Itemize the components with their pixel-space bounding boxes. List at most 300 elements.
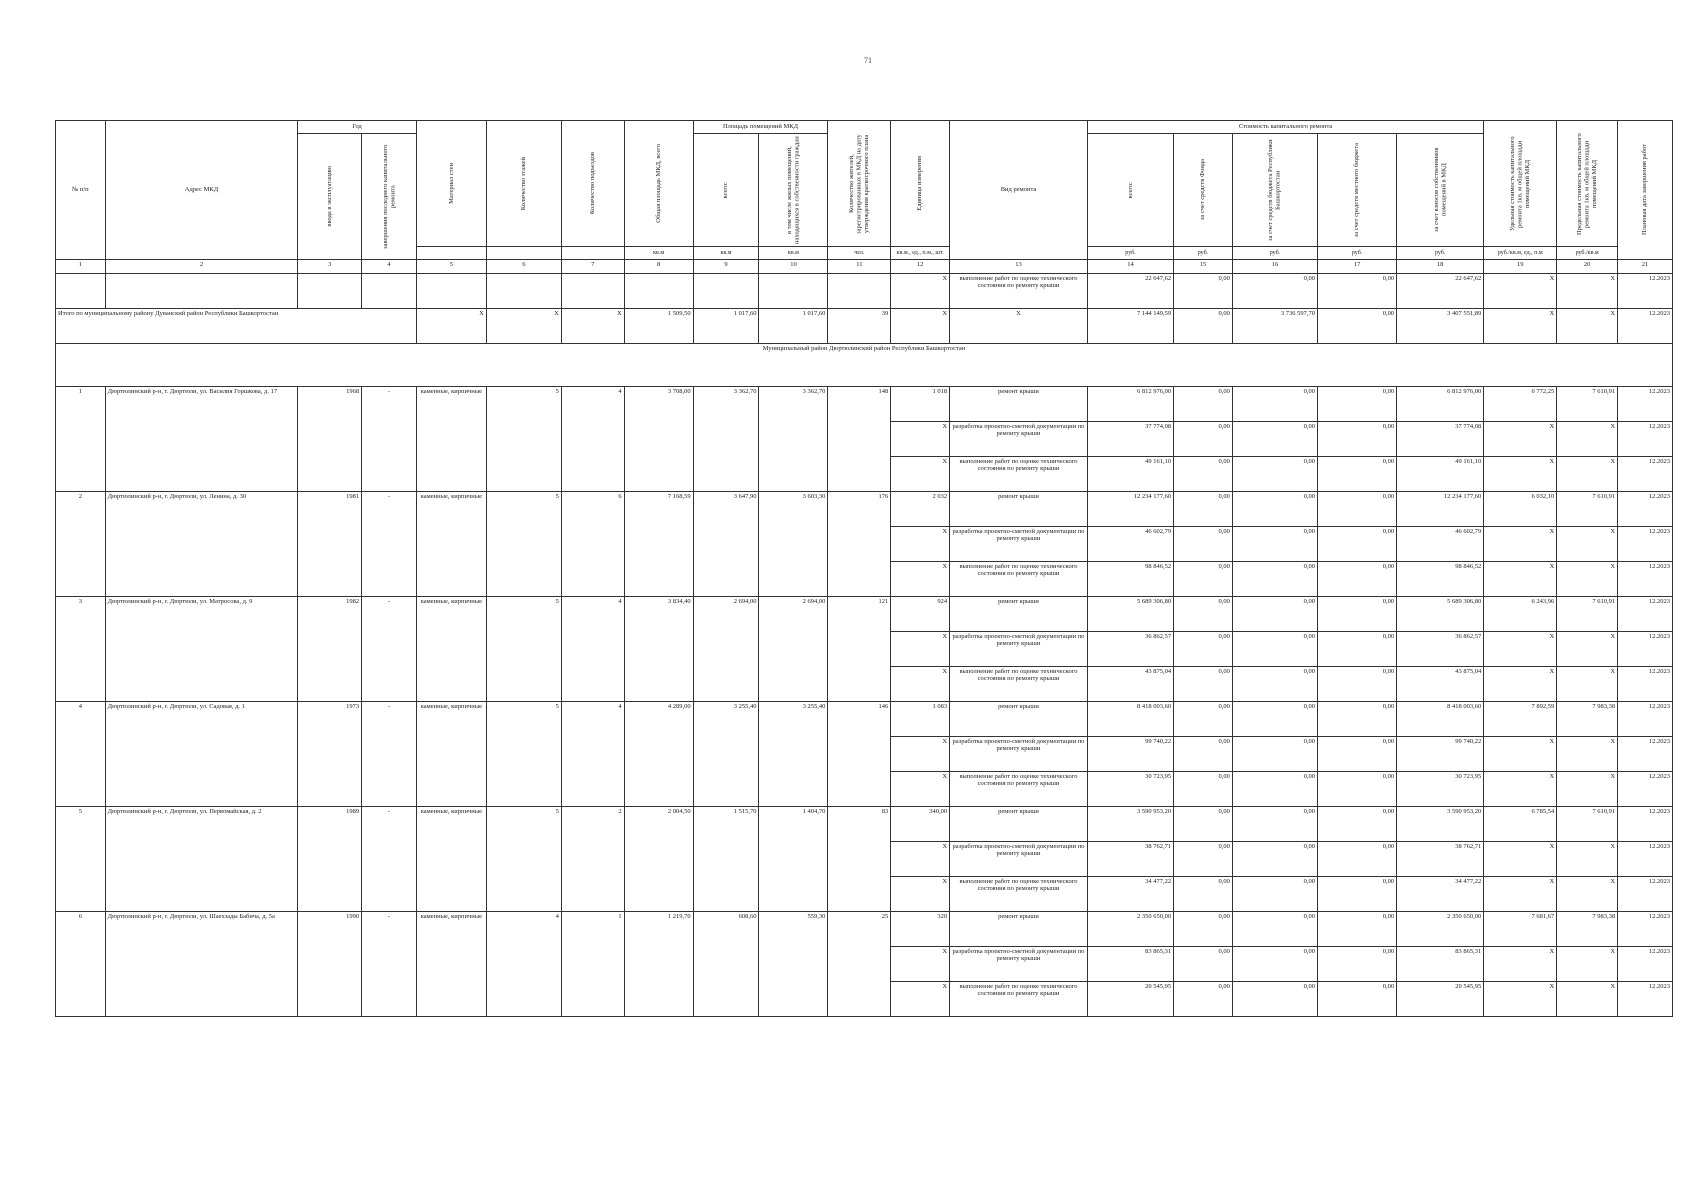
cell-owners: 2 350 650,00	[1397, 912, 1484, 947]
cell-local: 0,00	[1318, 387, 1397, 422]
cell-limit: X	[1557, 842, 1618, 877]
cell-owners: 37 774,08	[1397, 422, 1484, 457]
cell-date: 12.2023	[1618, 457, 1673, 492]
cell-fund: 0,00	[1174, 387, 1233, 422]
cell-owners: 12 234 177,60	[1397, 492, 1484, 527]
cell-limit: X	[1557, 457, 1618, 492]
cell-fund: 0,00	[1174, 597, 1233, 632]
cell-owners: 5 689 306,80	[1397, 597, 1484, 632]
cell-address: Дюртюлинский р-н, г. Дюртюли, ул. Садовая, д. 1	[105, 702, 298, 807]
column-index: 4	[362, 260, 417, 274]
header-limit-cost: Предельная стоимость капитального ремонта 1кв. м общей площади помещений МКД	[1557, 121, 1618, 247]
cell-local: 0,00	[1318, 492, 1397, 527]
cell-no: 2	[56, 492, 106, 597]
cell-specific: X	[1484, 842, 1557, 877]
table-row	[56, 597, 1673, 632]
cell-owners: 8 418 003,60	[1397, 702, 1484, 737]
cell-limit: X	[1557, 422, 1618, 457]
cell-specific: X	[1484, 274, 1557, 309]
cell-republic: 0,00	[1232, 842, 1317, 877]
table-row	[56, 912, 1673, 947]
cell-total-area: 1 509,50	[624, 309, 693, 344]
cell-limit: X	[1557, 947, 1618, 982]
column-index: 11	[828, 260, 891, 274]
header-cost-republic: за счет средств бюджета Республики Башкортостан	[1232, 134, 1317, 247]
cell-fund: 0,00	[1174, 807, 1233, 842]
cell-local: 0,00	[1318, 807, 1397, 842]
cell-fund: 0,00	[1174, 562, 1233, 597]
cell-limit: 7 610,91	[1557, 597, 1618, 632]
cell-floors: 5	[486, 597, 561, 702]
cell-fund: 0,00	[1174, 912, 1233, 947]
cell-repair-type: разработка проектно-сметной документации по ремонту крыши	[950, 947, 1088, 982]
cell-local: 0,00	[1318, 982, 1397, 1017]
cell-repair-type: выполнение работ по оценке технического состояния по ремонту крыши	[950, 772, 1088, 807]
cell-year-built: 1989	[298, 807, 362, 912]
cell-unit: X	[891, 527, 950, 562]
header-year-built: ввода в эксплуатацию	[298, 134, 362, 260]
cell-date: 12.2023	[1618, 702, 1673, 737]
cell-area-owned: 1 017,60	[759, 309, 828, 344]
cell-year-built: 1968	[298, 387, 362, 492]
cell-total: 49 161,10	[1087, 457, 1173, 492]
cell-owners: 3 590 953,20	[1397, 807, 1484, 842]
cell-owners: 98 846,52	[1397, 562, 1484, 597]
cell-total-area: 7 168,59	[624, 492, 693, 597]
cell-date: 12.2023	[1618, 309, 1673, 344]
unit-cell: кв.м	[693, 247, 759, 260]
header-cost-total: всего:	[1087, 134, 1173, 247]
cell-address: Дюртюлинский р-н, г. Дюртюли, ул. Матросова, д. 9	[105, 597, 298, 702]
cell-total: 98 846,52	[1087, 562, 1173, 597]
header-year-repair: завершения последнего капитального ремонта	[362, 134, 417, 260]
cell-owners: 38 762,71	[1397, 842, 1484, 877]
cell-date: 12.2023	[1618, 597, 1673, 632]
cell-repair-type: ремонт крыши	[950, 702, 1088, 737]
cell-specific: X	[1484, 947, 1557, 982]
cell-limit: X	[1557, 562, 1618, 597]
cell-total: 37 774,08	[1087, 422, 1173, 457]
cell-floors: 5	[486, 807, 561, 912]
cell-total: 20 545,95	[1087, 982, 1173, 1017]
cell-total-area: 1 219,70	[624, 912, 693, 1017]
cell-unit: X	[891, 562, 950, 597]
cell-republic: 0,00	[1232, 737, 1317, 772]
cell-local: 0,00	[1318, 562, 1397, 597]
cell-unit: X	[891, 737, 950, 772]
cell-entrances: 4	[561, 702, 624, 807]
cell-total: 3 590 953,20	[1087, 807, 1173, 842]
cell-residents: 83	[828, 807, 891, 912]
cell-republic: 0,00	[1232, 422, 1317, 457]
cell-specific: 7 892,59	[1484, 702, 1557, 737]
table-row	[56, 492, 1673, 527]
cell-date: 12.2023	[1618, 772, 1673, 807]
cell-year-repair: -	[362, 702, 417, 807]
unit-cell	[416, 247, 486, 260]
cell-total: 83 865,31	[1087, 947, 1173, 982]
cell-repair-type: ремонт крыши	[950, 597, 1088, 632]
cell-residents: 39	[828, 309, 891, 344]
cell-specific: X	[1484, 877, 1557, 912]
cell-date: 12.2023	[1618, 492, 1673, 527]
cell-entrances: 4	[561, 387, 624, 492]
cell-residents: 25	[828, 912, 891, 1017]
cell-year-repair: -	[362, 807, 417, 912]
cell-walls: каменные, кирпичные	[416, 702, 486, 807]
cell-republic: 0,00	[1232, 877, 1317, 912]
cell-walls: каменные, кирпичные	[416, 387, 486, 492]
cell-specific: 6 032,10	[1484, 492, 1557, 527]
cell-owners: 43 875,04	[1397, 667, 1484, 702]
unit-cell: руб.	[1397, 247, 1484, 260]
cell-fund: 0,00	[1174, 947, 1233, 982]
column-index: 16	[1232, 260, 1317, 274]
cell-limit: X	[1557, 527, 1618, 562]
cell-specific: X	[1484, 309, 1557, 344]
header-cost-fund: за счет средств Фонда	[1174, 134, 1233, 247]
unit-cell: руб.	[1232, 247, 1317, 260]
cell-local: 0,00	[1318, 309, 1397, 344]
cell-total: 5 689 306,80	[1087, 597, 1173, 632]
cell-specific: X	[1484, 527, 1557, 562]
cell-total: 7 144 149,59	[1087, 309, 1173, 344]
cell-total: 6 812 976,00	[1087, 387, 1173, 422]
cell-no: 1	[56, 387, 106, 492]
header-floors: Количество этажей	[486, 121, 561, 247]
cell-residents: 146	[828, 702, 891, 807]
cell-total-area: 4 289,00	[624, 702, 693, 807]
unit-cell: руб.	[1318, 247, 1397, 260]
cell-republic: 0,00	[1232, 632, 1317, 667]
cell-local: 0,00	[1318, 274, 1397, 309]
cell-date: 12.2023	[1618, 562, 1673, 597]
column-index: 18	[1397, 260, 1484, 274]
table-header	[56, 121, 1673, 274]
cell-local: 0,00	[1318, 772, 1397, 807]
cell-repair-type: X	[950, 309, 1088, 344]
cell-total: 36 862,57	[1087, 632, 1173, 667]
cell-area-all: 1 017,60	[693, 309, 759, 344]
cell-year-repair: -	[362, 597, 417, 702]
cell-total: 99 740,22	[1087, 737, 1173, 772]
cell-floors: 5	[486, 492, 561, 597]
cell-area-owned: 559,30	[759, 912, 828, 1017]
cell-fund: 0,00	[1174, 667, 1233, 702]
column-index: 9	[693, 260, 759, 274]
cell-limit: X	[1557, 737, 1618, 772]
cell-area-owned: 1 404,70	[759, 807, 828, 912]
cell-year-repair: -	[362, 492, 417, 597]
header-no: № п/п	[56, 121, 106, 260]
unit-cell: кв.м	[624, 247, 693, 260]
cell-date: 12.2023	[1618, 842, 1673, 877]
cell-address: Дюртюлинский р-н, г. Дюртюли, ул. Первомайская, д. 2	[105, 807, 298, 912]
cell-local: 0,00	[1318, 422, 1397, 457]
column-index: 20	[1557, 260, 1618, 274]
cell-fund: 0,00	[1174, 309, 1233, 344]
cell-local: 0,00	[1318, 737, 1397, 772]
cell-specific: X	[1484, 422, 1557, 457]
cell-date: 12.2023	[1618, 982, 1673, 1017]
cell-owners: 36 862,57	[1397, 632, 1484, 667]
cell-unit: X	[891, 982, 950, 1017]
cell-republic: 0,00	[1232, 562, 1317, 597]
cell-area-owned: 3 603,30	[759, 492, 828, 597]
cell-area-owned: 3 255,40	[759, 702, 828, 807]
cell-unit: X	[891, 274, 950, 309]
cell-date: 12.2023	[1618, 422, 1673, 457]
cell-repair-type: разработка проектно-сметной документации по ремонту крыши	[950, 422, 1088, 457]
cell-owners: 34 477,22	[1397, 877, 1484, 912]
cell-total: 22 647,62	[1087, 274, 1173, 309]
cell-date: 12.2023	[1618, 527, 1673, 562]
cell-republic: 0,00	[1232, 702, 1317, 737]
cell-limit: 7 610,91	[1557, 387, 1618, 422]
cell-fund: 0,00	[1174, 982, 1233, 1017]
header-specific-cost: Удельная стоимость капитального ремонта 1кв. м общей площади помещений МКД	[1484, 121, 1557, 247]
cell-no: 5	[56, 807, 106, 912]
cell-unit: 1 083	[891, 702, 950, 737]
cell-fund: 0,00	[1174, 632, 1233, 667]
cell-total-area: 3 708,00	[624, 387, 693, 492]
cell-limit: 7 610,91	[1557, 807, 1618, 842]
cell-owners: 49 161,10	[1397, 457, 1484, 492]
header-deadline: Плановая дата завершения работ	[1618, 121, 1673, 260]
cell-total: 43 875,04	[1087, 667, 1173, 702]
capital-repair-table	[55, 120, 1673, 1017]
cell-limit: 7 983,38	[1557, 912, 1618, 947]
cell-area-all: 608,60	[693, 912, 759, 1017]
cell-total: 12 234 177,60	[1087, 492, 1173, 527]
cell-address: Дюртюлинский р-н, г. Дюртюли, ул. Шаехзады Бабича, д. 5а	[105, 912, 298, 1017]
cell-specific: X	[1484, 562, 1557, 597]
header-unit: Единица измерения	[891, 121, 950, 247]
cell-entrances: 4	[561, 597, 624, 702]
cell-fund: 0,00	[1174, 457, 1233, 492]
cell-year-built: 1981	[298, 492, 362, 597]
cell-repair-type: выполнение работ по оценке технического состояния по ремонту крыши	[950, 457, 1088, 492]
cell-owners: 99 740,22	[1397, 737, 1484, 772]
cell-total-area: 2 004,50	[624, 807, 693, 912]
column-index: 1	[56, 260, 106, 274]
cell-fund: 0,00	[1174, 422, 1233, 457]
cell-total: 34 477,22	[1087, 877, 1173, 912]
cell-local: 0,00	[1318, 702, 1397, 737]
cell-entrances: X	[561, 309, 624, 344]
unit-cell	[486, 247, 561, 260]
cell-unit: X	[891, 632, 950, 667]
cell-limit: 7 610,91	[1557, 492, 1618, 527]
cell-total-area: 3 834,40	[624, 597, 693, 702]
column-index: 14	[1087, 260, 1173, 274]
header-total-area: Общая площадь МКД, всего	[624, 121, 693, 247]
cell-unit: X	[891, 772, 950, 807]
cell-area-all: 1 515,70	[693, 807, 759, 912]
cell-specific: X	[1484, 457, 1557, 492]
cell-total: 2 350 650,00	[1087, 912, 1173, 947]
cell-local: 0,00	[1318, 877, 1397, 912]
cell-specific: X	[1484, 772, 1557, 807]
cell-unit: 320	[891, 912, 950, 947]
cell-date: 12.2023	[1618, 912, 1673, 947]
column-index: 21	[1618, 260, 1673, 274]
cell-fund: 0,00	[1174, 702, 1233, 737]
cell-floors: 5	[486, 702, 561, 807]
cell-residents: 148	[828, 387, 891, 492]
cell-year-built: 1982	[298, 597, 362, 702]
header-repair-type: Вид ремонта	[950, 121, 1088, 260]
cell-walls: каменные, кирпичные	[416, 492, 486, 597]
table-row	[56, 387, 1673, 422]
cell-unit: X	[891, 667, 950, 702]
cell-republic: 0,00	[1232, 527, 1317, 562]
cell-residents: 121	[828, 597, 891, 702]
cell-owners: 83 865,31	[1397, 947, 1484, 982]
cell-republic: 0,00	[1232, 387, 1317, 422]
section-title: Муниципальный район Дюртюлинский район Республики Башкортостан	[56, 344, 1673, 387]
cell-total: 46 602,79	[1087, 527, 1173, 562]
cell-repair-type: ремонт крыши	[950, 492, 1088, 527]
column-index: 5	[416, 260, 486, 274]
cell-local: 0,00	[1318, 527, 1397, 562]
unit-cell: руб.	[1087, 247, 1173, 260]
cell-republic: 0,00	[1232, 807, 1317, 842]
cell-unit: X	[891, 947, 950, 982]
cell-repair-type: разработка проектно-сметной документации по ремонту крыши	[950, 737, 1088, 772]
cell-address: Дюртюлинский р-н, г. Дюртюли, ул. Василия Горшкова, д. 17	[105, 387, 298, 492]
cell-republic: 0,00	[1232, 667, 1317, 702]
header-cost-owners: за счет взносов собственников помещений в МКД	[1397, 134, 1484, 247]
unit-cell: чел.	[828, 247, 891, 260]
cell-repair-type: выполнение работ по оценке технического состояния по ремонту крыши	[950, 982, 1088, 1017]
unit-cell	[561, 247, 624, 260]
cell-unit: X	[891, 877, 950, 912]
table-row	[56, 274, 1673, 309]
cell-date: 12.2023	[1618, 807, 1673, 842]
unit-cell: кв.м	[759, 247, 828, 260]
cell-local: 0,00	[1318, 597, 1397, 632]
unit-cell: кв.м., ед., п.м., шт.	[891, 247, 950, 260]
cell-specific: 7 681,67	[1484, 912, 1557, 947]
cell-year-built: 1990	[298, 912, 362, 1017]
cell-repair-type: разработка проектно-сметной документации по ремонту крыши	[950, 842, 1088, 877]
cell-owners: 46 602,79	[1397, 527, 1484, 562]
cell-area-all: 2 694,00	[693, 597, 759, 702]
header-area-all: всего:	[693, 134, 759, 247]
cell-limit: X	[1557, 772, 1618, 807]
cell-no: 6	[56, 912, 106, 1017]
cell-walls: каменные, кирпичные	[416, 807, 486, 912]
cell-repair-type: ремонт крыши	[950, 387, 1088, 422]
column-index: 7	[561, 260, 624, 274]
cell-specific: X	[1484, 982, 1557, 1017]
cell-residents: 176	[828, 492, 891, 597]
cell-specific: 6 772,25	[1484, 387, 1557, 422]
cell-date: 12.2023	[1618, 947, 1673, 982]
cell-date: 12.2023	[1618, 632, 1673, 667]
cell-republic: 0,00	[1232, 772, 1317, 807]
cell-floors: X	[486, 309, 561, 344]
column-index: 6	[486, 260, 561, 274]
cell-fund: 0,00	[1174, 274, 1233, 309]
header-residents: Количество жителей, зарегистрированных в МКД на дату утверждения краткосрочного плана	[828, 121, 891, 247]
cell-fund: 0,00	[1174, 527, 1233, 562]
cell-area-all: 3 647,90	[693, 492, 759, 597]
cell-local: 0,00	[1318, 667, 1397, 702]
cell-walls: X	[416, 309, 486, 344]
cell-repair-type: ремонт крыши	[950, 807, 1088, 842]
cell-date: 12.2023	[1618, 274, 1673, 309]
cell-unit: X	[891, 457, 950, 492]
cell-specific: 6 785,54	[1484, 807, 1557, 842]
cell-owners: 20 545,95	[1397, 982, 1484, 1017]
cell-limit: X	[1557, 632, 1618, 667]
header-entrances: Количество подъездов	[561, 121, 624, 247]
header-group-area: Площадь помещений МКД	[693, 121, 828, 134]
cell-floors: 5	[486, 387, 561, 492]
cell-address: Дюртюлинский р-н, г. Дюртюли, ул. Ленина, д. 30	[105, 492, 298, 597]
cell-repair-type: выполнение работ по оценке технического состояния по ремонту крыши	[950, 667, 1088, 702]
unit-cell: руб.	[1174, 247, 1233, 260]
cell-repair-type: выполнение работ по оценке технического состояния по ремонту крыши	[950, 274, 1088, 309]
cell-unit: X	[891, 842, 950, 877]
cell-area-all: 3 362,70	[693, 387, 759, 492]
cell-date: 12.2023	[1618, 387, 1673, 422]
cell-unit: 2 032	[891, 492, 950, 527]
cell-walls: каменные, кирпичные	[416, 912, 486, 1017]
cell-entrances: 2	[561, 807, 624, 912]
cell-owners: 30 723,95	[1397, 772, 1484, 807]
cell-limit: X	[1557, 982, 1618, 1017]
column-index: 10	[759, 260, 828, 274]
cell-total: 38 762,71	[1087, 842, 1173, 877]
cell-republic: 0,00	[1232, 457, 1317, 492]
cell-specific: 6 243,96	[1484, 597, 1557, 632]
cell-republic: 0,00	[1232, 274, 1317, 309]
cell-year-built: 1973	[298, 702, 362, 807]
cell-repair-type: выполнение работ по оценке технического состояния по ремонту крыши	[950, 877, 1088, 912]
column-index: 3	[298, 260, 362, 274]
cell-unit: X	[891, 422, 950, 457]
cell-fund: 0,00	[1174, 492, 1233, 527]
header-address: Адрес МКД	[105, 121, 298, 260]
cell-area-all: 3 255,40	[693, 702, 759, 807]
cell-owners: 22 647,62	[1397, 274, 1484, 309]
cell-local: 0,00	[1318, 457, 1397, 492]
cell-fund: 0,00	[1174, 842, 1233, 877]
unit-cell: руб./кв.м	[1557, 247, 1618, 260]
cell-area-owned: 3 362,70	[759, 387, 828, 492]
cell-unit: X	[891, 309, 950, 344]
cell-repair-type: выполнение работ по оценке технического состояния по ремонту крыши	[950, 562, 1088, 597]
cell-date: 12.2023	[1618, 737, 1673, 772]
column-index-row	[56, 260, 1673, 274]
cell-total: 8 418 003,60	[1087, 702, 1173, 737]
section-row	[56, 344, 1673, 387]
cell-local: 0,00	[1318, 842, 1397, 877]
cell-republic: 0,00	[1232, 912, 1317, 947]
cell-unit: 1 018	[891, 387, 950, 422]
cell-repair-type: разработка проектно-сметной документации по ремонту крыши	[950, 527, 1088, 562]
column-index: 17	[1318, 260, 1397, 274]
cell-local: 0,00	[1318, 947, 1397, 982]
column-index: 15	[1174, 260, 1233, 274]
cell-owners: 6 812 976,00	[1397, 387, 1484, 422]
cell-republic: 0,00	[1232, 492, 1317, 527]
cell-unit: 924	[891, 597, 950, 632]
cell-limit: X	[1557, 667, 1618, 702]
